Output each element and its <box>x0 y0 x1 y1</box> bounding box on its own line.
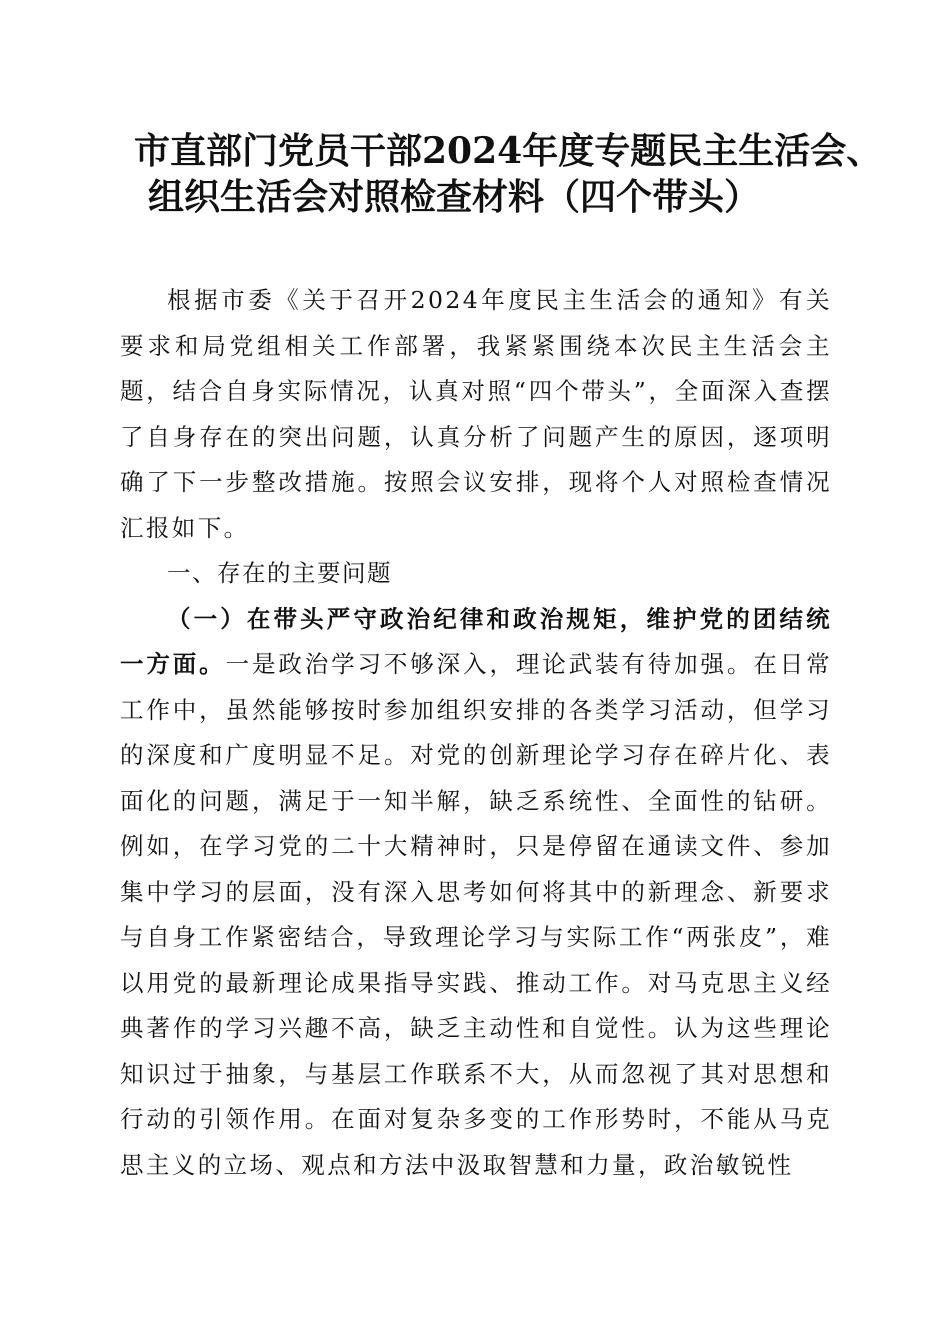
subsection-paragraph <box>120 597 832 1189</box>
intro-paragraph: 根据市委《关于召开2024年度民主生活会的通知》有关要求和局党组相关工作部署，我紧紧围绕本次民主生活会主题，结合自身实际情况，认真对照“四个带头”，全面深入查摆了自身存在的突出问题，认真分析了问题产生的原因，逐项明确了下一步整改措施。按照会议安排，现将个人对照检查情况汇报如下。 <box>120 286 832 542</box>
title-line-1: 市直部门党员干部2024年度专题民主生活会、 <box>134 130 883 172</box>
subsection-body: 一是政治学习不够深入，理论武装有待加强。在日常工作中，虽然能够按时参加组织安排的各类学习活动，但学习的深度和广度明显不足。对党的创新理论学习存在碎片化、表面化的问题，满足于一知半解，缺乏系统性、全面性的钻研。例如，在学习党的二十大精神时，只是停留在通读文件、参加集中学习的层面，没有深入思考如何将其中的新理念、新要求与自身工作紧密结合，导致理论学习与实际工作“两张皮”，难以用党的最新理论成果指导实践、推动工作。对马克思主义经典著作的学习兴趣不高，缺乏主动性和自觉性。认为这些理论知识过于抽象，与基层工作联系不大，从而忽视了其对思想和行动的引领作用。在面对复杂多变的工作形势时，不能从马克思主义的立场、观点和方法中汲取智慧和力量，政治敏锐性 <box>120 650 832 1179</box>
subsection-heading: （一）在带头严守政治纪律和政治规矩，维护党的团结统一方面。 <box>120 604 832 678</box>
document-title <box>110 128 883 220</box>
section-heading: 一、存在的主要问题 <box>167 559 392 587</box>
title-line-2: 组织生活会对照检查材料（四个带头） <box>148 176 761 218</box>
document-body <box>120 278 832 1188</box>
